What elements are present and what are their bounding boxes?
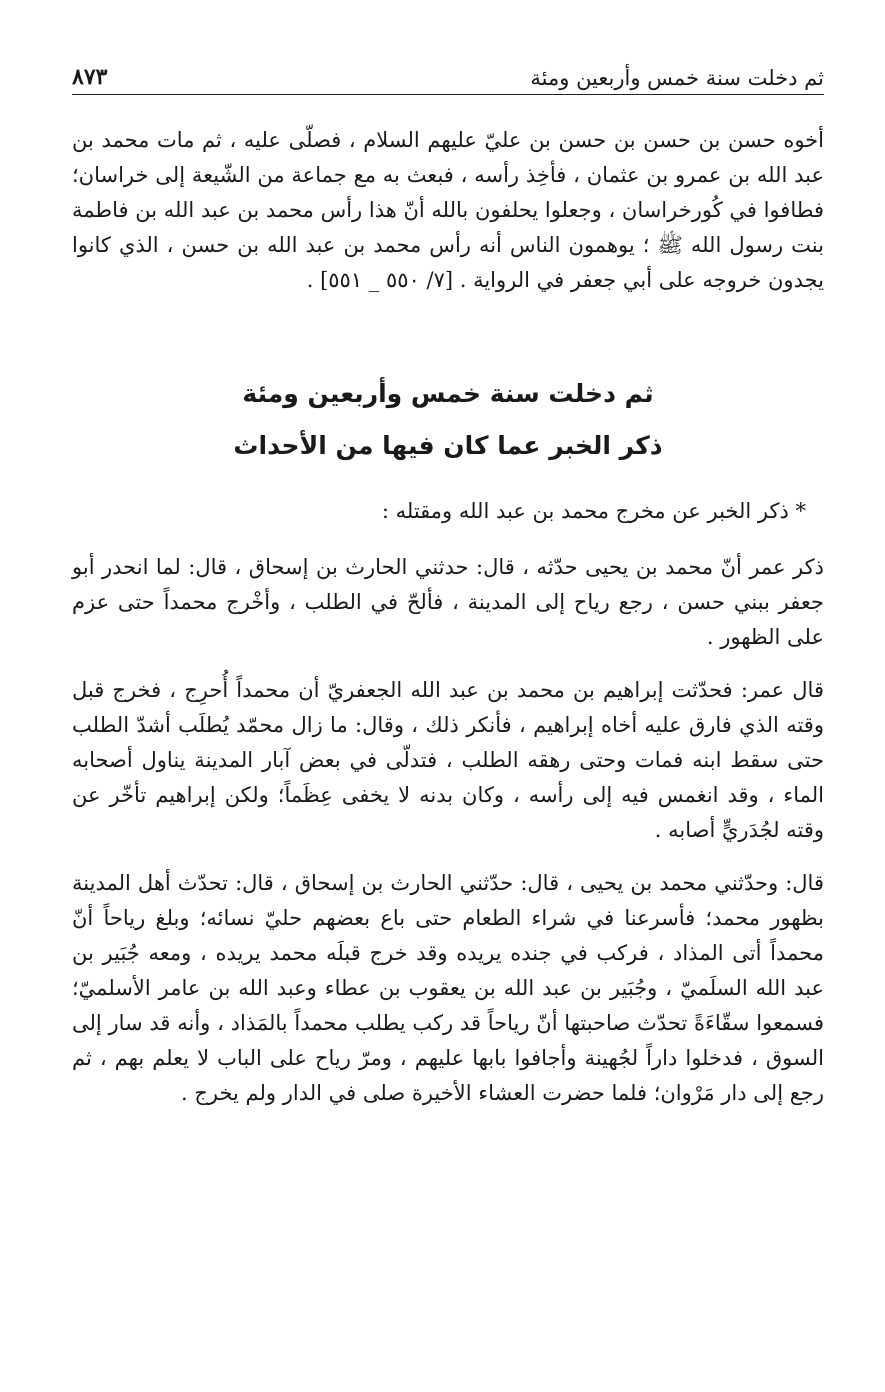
paragraph-2: ذكر عمر أنّ محمد بن يحيى حدّثه ، قال: حدثني الحارث بن إسحاق ، قال: لما انحدر أبو جعفر ببني حسن ، رجع رياح إلى المدينة ، فألحّ في الطلب ، وأخْرج محمداً حتى عزم على الظهور .	[72, 555, 824, 649]
paragraph-4: قال: وحدّثني محمد بن يحيى ، قال: حدّثني الحارث بن إسحاق ، قال: تحدّث أهل المدينة بظهور محمد؛ فأسرعنا في شراء الطعام حتى باع بعضهم حليّ نسائه؛ وبلغ رياحاً أنّ محمداً أتى المذاد ، فركب في جنده يريده وقد خرج قبلَه محمد يريده ، ومعه جُبَير بن عبد الله السلَميّ ، وجُبَير بن عبد الله بن يعقوب بن عطاء وعبد الله بن عامر الأسلميّ؛ فسمعوا سقّاءَةً تحدّث صاحبتها أنّ رياحاً قد ركب يطلب محمداً بالمَذاد ، وأنه قد سار إلى السوق ، فدخلوا داراً لجُهينة وأجافوا بابها عليهم ، ومرّ رياح على الباب لا يعلم بهم ، ثم رجع إلى دار مَرْوان؛ فلما حضرت العشاء الأخيرة صلى في الدار ولم يخرج .	[72, 871, 824, 1105]
chapter-heading-events: ذكر الخبر عما كان فيها من الأحداث	[233, 431, 663, 460]
running-header	[72, 52, 824, 95]
chapter-heading-year: ثم دخلت سنة خمس وأربعين ومئة	[242, 379, 654, 408]
book-page	[72, 52, 824, 1111]
subsection-title: * ذكر الخبر عن مخرج محمد بن عبد الله ومقتله :	[381, 499, 806, 523]
page-number: ٨٧٣	[72, 64, 108, 90]
paragraph-3: قال عمر: فحدّثت إبراهيم بن محمد بن عبد الله الجعفريّ أن محمداً أُحرِج ، فخرج قبل وقته الذي فارق عليه أخاه إبراهيم ، فأنكر ذلك ، وقال: ما زال محمّد يُطلَب أشدّ الطلب حتى سقط ابنه فمات وحتى رهقه الطلب ، فتدلّى في بعض آبار المدينة يناول أصحابه الماء ، وقد انغمس فيه إلى رأسه ، وكان بدنه لا يخفى عِظَماً؛ ولكن إبراهيم تأخّر عن وقته لجُدَريٍّ أصابه .	[72, 678, 824, 842]
paragraph-1: أخوه حسن بن حسن بن حسن بن عليّ عليهم السلام ، فصلّى عليه ، ثم مات محمد بن عبد الله بن عمرو بن عثمان ، فأخِذ رأسه ، فبعث به مع جماعة من الشّيعة إلى خراسان؛ فطافوا في كُورخراسان ، وجعلوا يحلفون بالله أنّ هذا رأس محمد بن عبد الله بن فاطمة بنت رسول الله ﷺ ؛ يوهمون الناس أنه رأس محمد بن عبد الله بن حسن ، الذي كانوا يجدون خروجه على أبي جعفر في الرواية . [٧/ ٥٥٠ _ ٥٥١] .	[72, 128, 824, 292]
running-title: ثم دخلت سنة خمس وأربعين ومئة	[530, 66, 824, 90]
chapter-headings	[72, 368, 824, 472]
